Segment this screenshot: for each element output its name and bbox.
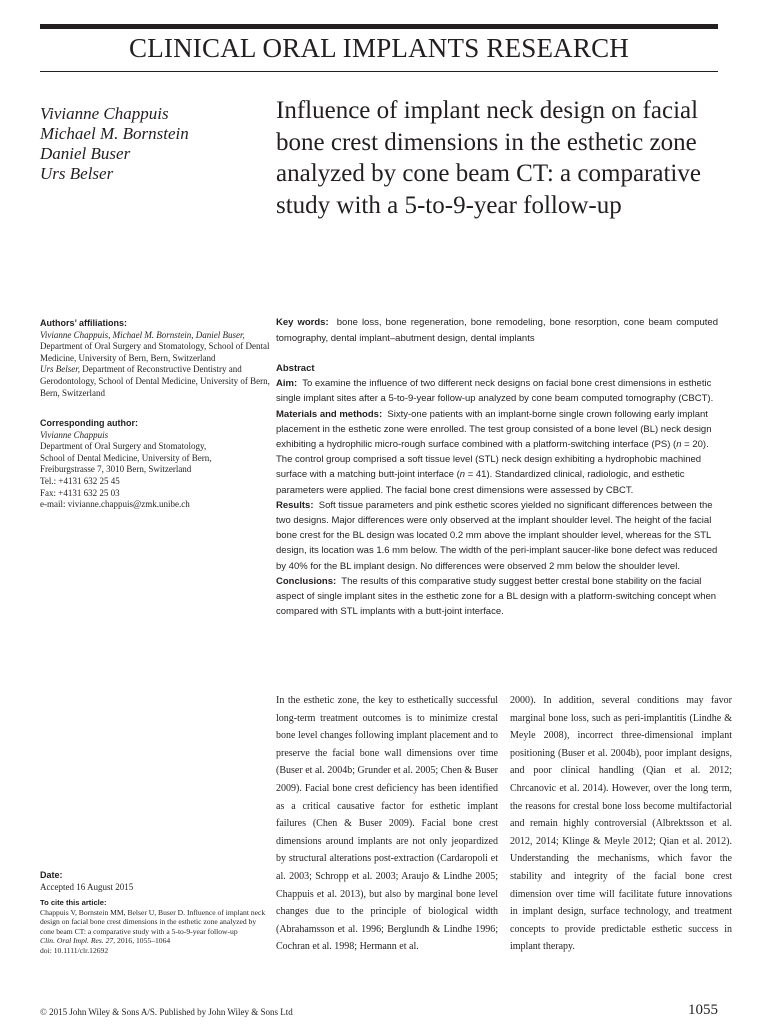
keywords-label: Key words: — [276, 317, 329, 328]
date-heading: Date: — [40, 870, 63, 880]
accepted-date: Accepted 16 August 2015 — [40, 881, 134, 892]
results-text: Soft tissue parameters and pink esthetic scores yielded no significant differences between the two designs. Major differences were only observed at the implant shoulder level. The height of the facial bone crest for the BL design was located 0.2 mm above the implant shoulder level, whereas for the STL design, its location was 1.6 mm below. The width of the peri-implant saucer-like bone defect was reduced by 40% for the BL implant design. No differences were observed 2 mm below the shoulder level. — [276, 499, 718, 572]
corresponding-author-block — [40, 418, 272, 511]
abstract-aim — [276, 376, 718, 406]
affiliations-block — [40, 318, 272, 399]
affiliation-2-text: Department of Reconstructive Dentistry and Gerodontology, School of Dental Medicine, University of Bern, Bern, Switzerland — [40, 364, 270, 398]
author-name: Vivianne Chappuis — [40, 104, 169, 123]
methods-n-1: n — [676, 439, 682, 451]
keywords — [276, 315, 718, 347]
body-column-1: In the esthetic zone, the key to esthetically successful long-term treatment outcomes is to minimize crestal bone level changes following implant placement and to preserve the facial bone wall dimensions over time (Buser et al. 2004b; Grunder et al. 2005; Chen & Buser 2009). Facial bone crest deficiency has been identified as a critical causative factor for esthetic implant failures (Chen & Buser 2009). Facial bone crest dimensions around implants are not only jeopardized by structural alterations post-extraction (Cardaropoli et al. 2003; Schropp et al. 2003; Araujo & Lindhe 2005; Chappuis et al. 2013), but also by marginal bone level changes due to the principle of biological width (Abrahamsson et al. 1996; Berglundh & Lindhe 1996; Cochran et al. 1998; Hermann et al. — [276, 695, 498, 953]
body-column-2: 2000). In addition, several conditions may favor marginal bone loss, such as peri-implantitis (Lindhe & Meyle 2008), incorrect three-dimensional implant positioning (Buser et al. 2004b), poor implant designs, and poor clinical handling (Qian et al. 2012; Chrcanovic et al. 2014). However, over the long term, the reasons for crestal bone loss become multifactorial and remain highly controversial (Albrektsson et al. 2012, 2014; Klinge & Meyle 2012; Qian et al. 2012). Understanding the mechanisms, which favor the stability and integrity of the facial bone crest dimension over time will facilitate future innovations in implant design, surface technology, and treatment concepts to provide predictable esthetic success in implant therapy. — [510, 695, 732, 953]
citation-journal: Clin. Oral Impl. Res. — [40, 936, 104, 946]
author-list — [40, 104, 270, 184]
affiliation-2 — [40, 364, 272, 399]
abstract-conclusions — [276, 574, 718, 620]
corresponding-name: Vivianne Chappuis — [40, 429, 109, 440]
methods-text-1: Sixty-one patients with an implant-borne single crown following early implant placement in the esthetic zone were enrolled. The test group consisted of a bone level (BL) neck design exhibiting a hydrophilic micro-rough surface combined with a platform-switching interface (PS) ( — [276, 408, 712, 451]
affiliation-1 — [40, 330, 272, 365]
abstract-heading: Abstract — [276, 363, 315, 374]
corresponding-fax: Fax: +4131 632 25 03 — [40, 487, 120, 498]
citation-journal-line — [40, 936, 272, 946]
header-bar — [40, 24, 718, 29]
corresponding-tel: Tel.: +4131 632 25 45 — [40, 475, 120, 486]
author-name: Michael M. Bornstein — [40, 124, 189, 143]
citation-block — [40, 898, 272, 956]
corresponding-address-1: Department of Oral Surgery and Stomatology, — [40, 441, 207, 452]
copyright-footer: © 2015 John Wiley & Sons A/S. Published by John Wiley & Sons Ltd — [40, 1007, 293, 1017]
corresponding-email[interactable]: e-mail: vivianne.chappuis@zmk.unibe.ch — [40, 499, 190, 510]
results-label: Results: — [276, 499, 314, 511]
citation-pages: 2016, 1055–1064 — [117, 936, 171, 946]
affiliation-1-text: Department of Oral Surgery and Stomatology, School of Dental Medicine, University of Bern, Bern, Switzerland — [40, 341, 270, 363]
affiliation-1-names: Vivianne Chappuis, Michael M. Bornstein, Daniel Buser, — [40, 329, 245, 340]
abstract-methods — [276, 407, 718, 498]
corresponding-heading: Corresponding author: — [40, 418, 138, 428]
conclusions-label: Conclusions: — [276, 575, 337, 587]
citation-heading: To cite this article: — [40, 898, 107, 907]
methods-text-3: = 41). Standardized clinical, radiologic, and esthetic parameters were applied. The facial bone crest dimensions were assessed by CBCT. — [276, 469, 685, 496]
keywords-text: bone loss, bone regeneration, bone remodeling, bone resorption, cone beam computed tomography, dental implant–abutment design, dental implants — [276, 317, 718, 344]
methods-label: Materials and methods: — [276, 408, 383, 420]
methods-n-2: n — [459, 469, 466, 481]
journal-name: CLINICAL ORAL IMPLANTS RESEARCH — [129, 33, 629, 63]
abstract-results — [276, 498, 718, 574]
header-rule — [40, 71, 718, 72]
affiliation-2-names: Urs Belser, — [40, 364, 80, 375]
date-block — [40, 870, 272, 893]
aim-text: To examine the influence of two different neck designs on facial bone crest dimensions in esthetic single implant sites after a 5-to-9-year follow-up analyzed by cone beam computed tomography (CBCT). — [276, 378, 714, 405]
abstract — [276, 361, 718, 619]
author-name: Urs Belser — [40, 164, 114, 183]
citation-doi[interactable]: doi: 10.1111/clr.12692 — [40, 945, 109, 955]
citation-volume: 27, — [105, 936, 116, 946]
affiliations-heading: Authors’ affiliations: — [40, 318, 128, 328]
page-number: 1055 — [688, 1002, 718, 1018]
article-title: Influence of implant neck design on facial bone crest dimensions in the esthetic zone analyzed by cone beam CT: a comparative study with a 5-to-9-year follow-up — [276, 97, 701, 219]
corresponding-address-3: Freiburgstrasse 7, 3010 Bern, Switzerland — [40, 464, 192, 475]
aim-label: Aim: — [276, 378, 298, 390]
author-name: Daniel Buser — [40, 144, 131, 163]
corresponding-address-2: School of Dental Medicine, University of Bern, — [40, 452, 212, 463]
conclusions-text: The results of this comparative study suggest better crestal bone stability on the facial aspect of single implant sites in the esthetic zone for a BL design with a platform-switching concept when compared with STL implants with a butt-joint interface. — [276, 575, 717, 618]
citation-text: Chappuis V, Bornstein MM, Belser U, Buser D. Influence of implant neck design on facial bone crest dimensions in the esthetic zone analyzed by cone beam CT: a comparative study with a 5-to-9-year follow-up — [40, 907, 266, 936]
methods-text-2: = 20). The control group comprised a soft tissue level (STL) neck design exhibiting a hydrophobic machined surface with a matching butt-joint interface ( — [276, 439, 709, 481]
